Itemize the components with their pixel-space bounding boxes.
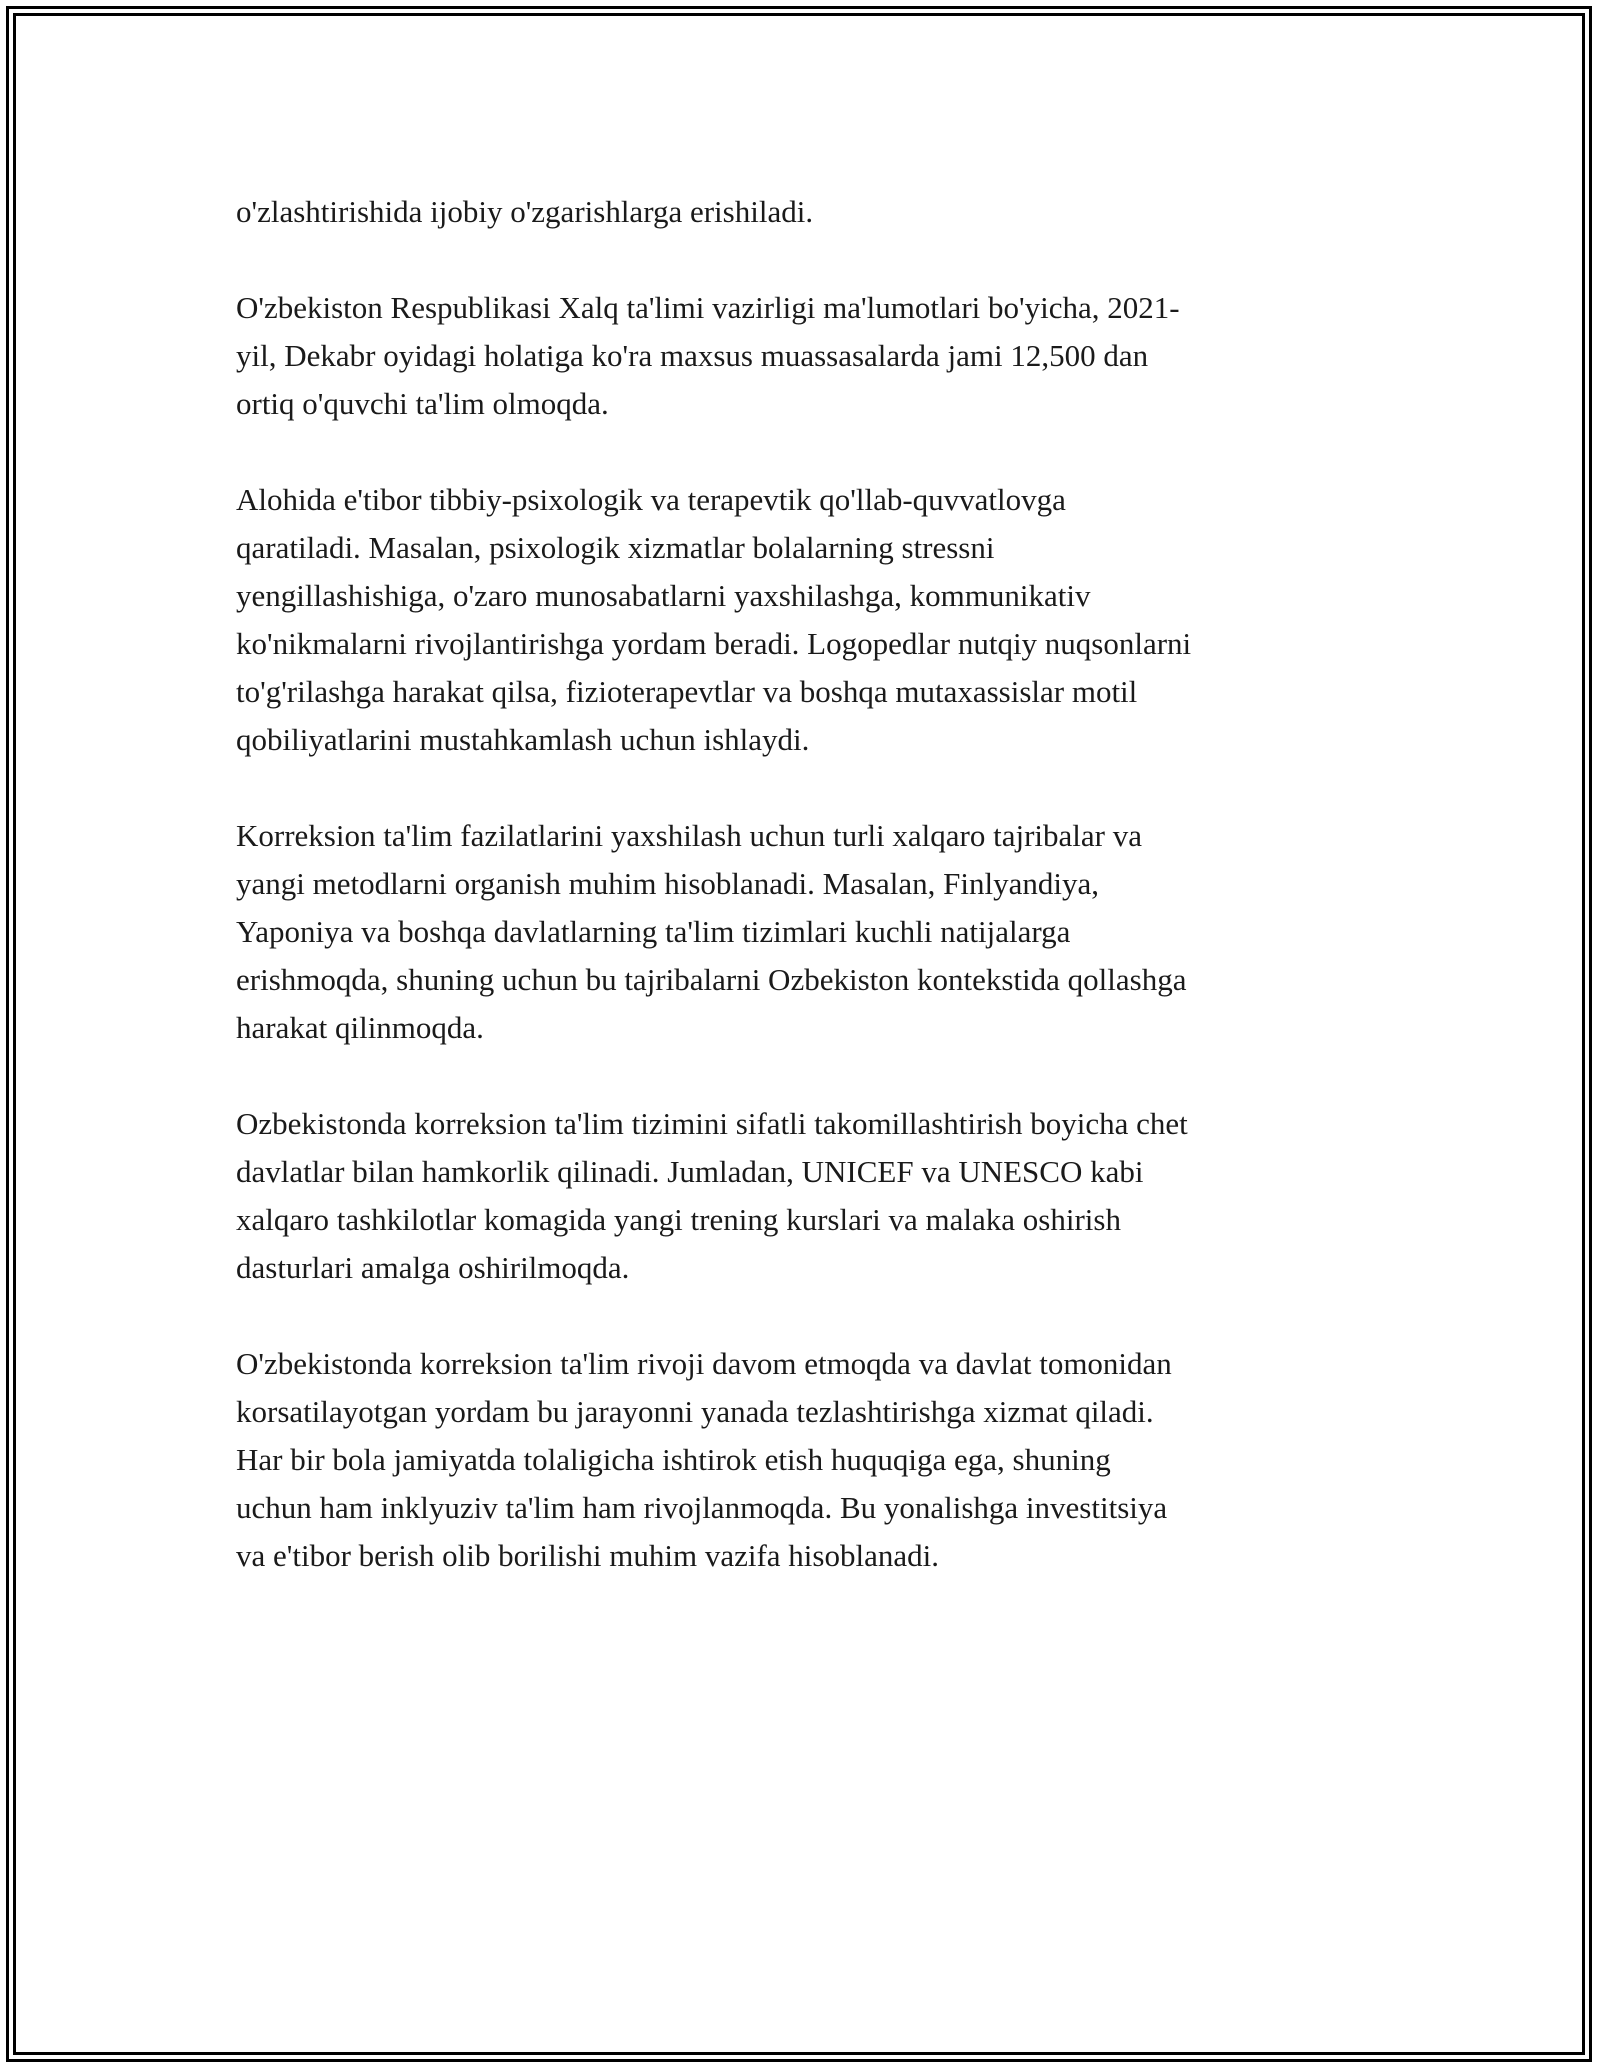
text-line: korsatilayotgan yordam bu jarayonni yanada tezlashtirishga xizmat qiladi. [236, 1394, 1154, 1429]
text-line: Yaponiya va boshqa davlatlarning ta'lim tizimlari kuchli natijalarga [236, 914, 1071, 949]
text-line: O'zbekistonda korreksion ta'lim rivoji davom etmoqda va davlat tomonidan [236, 1346, 1172, 1381]
text-line: Alohida e'tibor tibbiy-psixologik va terapevtik qo'llab-quvvatlovga [236, 482, 1066, 517]
text-line: to'g'rilashga harakat qilsa, fizioterapevtlar va boshqa mutaxassislar motil [236, 674, 1138, 709]
text-line: qobiliyatlarini mustahkamlash uchun ishlaydi. [236, 722, 810, 757]
paragraph-4 [236, 812, 1376, 1052]
paragraph-6 [236, 1340, 1376, 1580]
text-line: uchun ham inklyuziv ta'lim ham rivojlanmoqda. Bu yonalishga investitsiya [236, 1490, 1168, 1525]
text-line: yangi metodlarni organish muhim hisoblanadi. Masalan, Finlyandiya, [236, 866, 1099, 901]
text-line: o'zlashtirishida ijobiy o'zgarishlarga erishiladi. [236, 194, 814, 229]
text-line: O'zbekiston Respublikasi Xalq ta'limi vazirligi ma'lumotlari bo'yicha, 2021- [236, 290, 1180, 325]
paragraph-3 [236, 476, 1376, 764]
text-line: yil, Dekabr oyidagi holatiga ko'ra maxsus muassasalarda jami 12,500 dan [236, 338, 1149, 373]
text-line: Korreksion ta'lim fazilatlarini yaxshilash uchun turli xalqaro tajribalar va [236, 818, 1143, 853]
text-line: yengillashishiga, o'zaro munosabatlarni yaxshilashga, kommunikativ [236, 578, 1091, 613]
paragraph-5 [236, 1100, 1376, 1292]
text-line: va e'tibor berish olib borilishi muhim vazifa hisoblanadi. [236, 1538, 939, 1573]
text-line: Ozbekistonda korreksion ta'lim tizimini sifatli takomillashtirish boyicha chet [236, 1106, 1188, 1141]
paragraph-2 [236, 284, 1376, 428]
text-line: erishmoqda, shuning uchun bu tajribalarni Ozbekiston kontekstida qollashga [236, 962, 1187, 997]
text-line: xalqaro tashkilotlar komagida yangi trening kurslari va malaka oshirish [236, 1202, 1121, 1237]
document-body [236, 188, 1376, 1628]
text-line: harakat qilinmoqda. [236, 1010, 484, 1045]
text-line: davlatlar bilan hamkorlik qilinadi. Jumladan, UNICEF va UNESCO kabi [236, 1154, 1144, 1189]
text-line: ortiq o'quvchi ta'lim olmoqda. [236, 386, 609, 421]
text-line: dasturlari amalga oshirilmoqda. [236, 1250, 630, 1285]
text-line: ko'nikmalarni rivojlantirishga yordam beradi. Logopedlar nutqiy nuqsonlarni [236, 626, 1192, 661]
paragraph-1 [236, 188, 1376, 236]
text-line: qaratiladi. Masalan, psixologik xizmatlar bolalarning stressni [236, 530, 995, 565]
text-line: Har bir bola jamiyatda tolaligicha ishtirok etish huquqiga ega, shuning [236, 1442, 1111, 1477]
